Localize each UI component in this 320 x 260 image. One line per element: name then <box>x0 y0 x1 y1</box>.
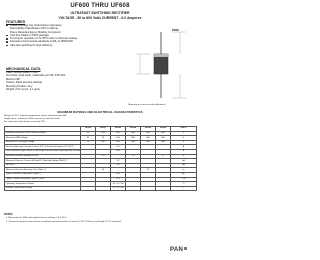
feature-text: Ultra fast switching for high efficiency <box>10 43 53 47</box>
value-cell <box>156 186 171 191</box>
mechanical-item: Mounting Position: Any <box>6 84 33 88</box>
parameter-cell: Peak Forward Surge Current 8.3ms single half sine-wave superimposed on rated load <box>5 150 81 153</box>
value-cell <box>96 186 111 191</box>
bullet-icon <box>6 41 8 43</box>
value-cell <box>126 186 141 191</box>
bullet-icon <box>6 25 8 27</box>
max-ratings-note: Ratings at 25°C ambient temperature unless otherwise specified. <box>4 115 67 117</box>
package-outline-drawing <box>128 30 194 100</box>
parameter-cell: Maximum Reverse Current at Rated DC Blocking Voltage TA=25°C <box>5 159 81 164</box>
page-subtitle: ULTRAFAST SWITCHING RECTIFIER <box>70 11 130 15</box>
ratings-table <box>4 126 197 191</box>
value-cell: 6.0 <box>111 145 126 150</box>
value-cell: °C/W <box>171 177 197 182</box>
value-cell: 50 <box>81 140 96 145</box>
value-cell: 100 <box>111 172 126 177</box>
parameter-cell: TA=100°C <box>5 163 81 168</box>
package-label: P600 <box>172 28 180 32</box>
mechanical-item: Weight: 0.07 ounce, 2.1 gram <box>6 88 40 92</box>
feature-item <box>6 44 128 47</box>
parameter-cell: Operating Temperature Range <box>5 182 81 187</box>
mechanical-item: Polarity: Band denotes cathode <box>6 81 43 85</box>
feature-text: 6.0 ampere operation at TL=55°C with no thermal runaway <box>10 37 78 41</box>
value-cell: V <box>171 136 197 141</box>
mechanical-item: Method 208 <box>6 77 20 81</box>
feature-text: Flammability Classification 94V-O utilizing <box>10 27 59 31</box>
value-cell: 420 <box>141 136 156 141</box>
mechanical-list <box>6 71 126 91</box>
value-cell: 400 <box>111 149 126 154</box>
value-cell: V <box>171 131 197 136</box>
value-cell: 800 <box>156 131 171 136</box>
value-cell: 75 <box>141 168 156 173</box>
value-cell: 35 <box>81 136 96 141</box>
value-cell: 1.7 <box>156 154 171 159</box>
value-cell: V <box>171 154 197 159</box>
note-item: 2. Thermal resistance from junction to ambient and from junction to lead at 0.375" (9.5mm) lead length P.C.B. mounted. <box>6 221 122 223</box>
value-cell: 1.3 <box>126 154 141 159</box>
feature-text: Exceeds environmental standards of MIL-S-19500/228 <box>10 40 73 44</box>
table-header-cell: UNITS <box>171 127 197 132</box>
mechanical-item: Terminals: Axial leads, solderable per MIL-STD-202, <box>6 74 66 78</box>
value-cell: ns <box>171 168 197 173</box>
value-cell: A <box>171 145 197 150</box>
voltage-current-ratings: VOLTAGE - 50 to 800 Volts CURRENT - 6.0 Amperes <box>58 16 142 20</box>
value-cell: V <box>171 140 197 145</box>
value-cell: °C <box>171 186 197 191</box>
table-header-cell: UF604 <box>126 127 141 132</box>
bullet-icon <box>6 35 8 37</box>
value-cell: 1.0 <box>96 154 111 159</box>
table-header-cell: UF608 <box>156 127 171 132</box>
table-header-cell: UF600 <box>81 127 96 132</box>
value-cell: 150 <box>111 163 126 168</box>
max-ratings-heading: MAXIMUM RATINGS AND ELECTRICAL CHARACTERISTICS <box>57 110 143 114</box>
bullet-icon <box>6 38 8 40</box>
table-header-cell: UF602 <box>111 127 126 132</box>
notes-heading: NOTES: <box>4 213 14 216</box>
value-cell: 200 <box>111 140 126 145</box>
cathode-band <box>154 54 168 57</box>
logo-mark-icon <box>184 247 187 250</box>
mechanical-heading: MECHANICAL DATA <box>6 67 41 71</box>
value-cell: 70 <box>96 136 111 141</box>
value-cell: 200 <box>111 131 126 136</box>
value-cell: 140 <box>111 136 126 141</box>
value-cell: 400 <box>126 140 141 145</box>
logo-text: PAN <box>170 247 184 253</box>
parameter-cell: Typical Thermal Resistance (Note 3) RθJL <box>5 177 81 182</box>
value-cell: -55 TO +150 <box>112 187 124 190</box>
page-title: UF600 THRU UF608 <box>70 3 130 9</box>
parameter-cell: Storage Temperature Range <box>5 186 81 191</box>
value-cell: °C <box>171 182 197 187</box>
value-cell: 100 <box>96 131 111 136</box>
parameter-cell: Maximum Reverse Recovery Time (Note 1) <box>5 168 81 173</box>
value-cell: μA <box>171 163 197 168</box>
value-cell: 800 <box>156 140 171 145</box>
value-cell: 6.0 <box>111 177 126 182</box>
value-cell <box>141 186 156 191</box>
feature-text: Plastic package has Underwriters Laboratory <box>10 24 62 27</box>
value-cell: 600 <box>141 140 156 145</box>
value-cell: 10 <box>111 159 126 164</box>
parameter-cell: Maximum DC Blocking Voltage <box>5 140 81 145</box>
dimensions-caption: Dimensions in inches and (millimeters) <box>128 104 166 106</box>
parameter-cell: Typical Junction Capacitance (Note 2) <box>5 172 81 177</box>
table-row <box>5 186 197 191</box>
value-cell: A <box>171 149 197 154</box>
mechanical-item: Case: Molded plastic, P600 <box>6 71 38 74</box>
value-cell: μA <box>171 159 197 164</box>
value-cell: pF <box>171 172 197 177</box>
value-cell: 560 <box>156 136 171 141</box>
value-cell: 280 <box>126 136 141 141</box>
max-ratings-note: Single phase, half wave, 60Hz, resistive or inductive load. <box>4 118 60 120</box>
value-cell: 50 <box>96 168 111 173</box>
note-item: 1. Measured at 1 MHz and applied reverse voltage of 4.0 VDC. <box>6 217 67 219</box>
value-cell: 50 <box>81 131 96 136</box>
value-cell: 600 <box>141 131 156 136</box>
feature-text: Flame Retardant Epoxy Molding Compound <box>10 30 61 34</box>
table-header-cell: UF606 <box>141 127 156 132</box>
features-list <box>6 24 128 47</box>
table-header-cell: UF601 <box>96 127 111 132</box>
parameter-cell: Maximum Forward Voltage at 6.0A <box>5 154 81 159</box>
brand-logo <box>170 247 187 253</box>
value-cell: 400 <box>126 131 141 136</box>
max-ratings-note: For capacitive load, derate current by 20%. <box>4 121 46 123</box>
bullet-icon <box>6 45 8 47</box>
value-cell <box>81 186 96 191</box>
feature-text: Void-free Plastic in P600 package <box>10 33 49 37</box>
features-heading: FEATURES <box>6 20 26 24</box>
parameter-cell: Maximum Average Forward Current .375"(9.5mm) lead length at TL=55°C <box>5 145 81 150</box>
parameter-cell: Maximum RMS Voltage <box>5 136 81 141</box>
parameter-cell: Maximum Recurrent Peak Reverse Voltage <box>5 131 81 136</box>
value-cell: -55 TO +150 <box>112 182 124 185</box>
value-cell: 100 <box>96 140 111 145</box>
